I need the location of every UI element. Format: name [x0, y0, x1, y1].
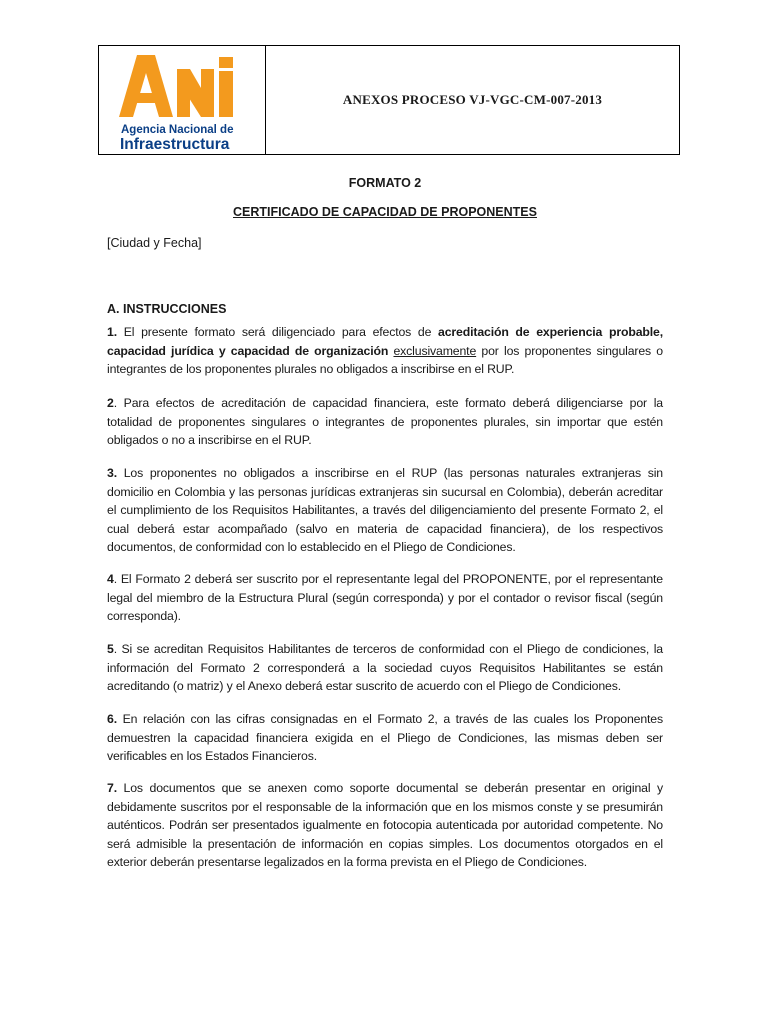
paragraph-text: por los proponentes singulares o integrantes de los proponentes plurales no obligados a inscribirse en el RUP. — [107, 343, 663, 377]
paragraph-number: 3. — [107, 466, 117, 480]
paragraph-text: En relación con las cifras consignadas en el Formato 2, a través de las cuales los Proponentes demuestren la capacidad financiera exigida en el Pliego de Condiciones, las mismas deben ser verificables en los Estados Financieros. — [107, 712, 663, 764]
paragraph-number: 2 — [107, 396, 114, 410]
instruction-paragraph-6 — [107, 710, 663, 766]
ani-logo — [99, 46, 265, 154]
paragraph-text: El presente formato será diligenciado para efectos de — [116, 325, 439, 339]
instruction-paragraph-4 — [107, 570, 663, 626]
city-date-placeholder: [Ciudad y Fecha] — [107, 236, 202, 250]
certificate-title: CERTIFICADO DE CAPACIDAD DE PROPONENTES — [233, 205, 537, 219]
paragraph-number: 6. — [107, 712, 117, 726]
instruction-paragraph-1 — [107, 323, 663, 379]
paragraph-number: 5 — [107, 642, 114, 656]
logo-text-line2: Infraestructura — [120, 136, 230, 153]
paragraph-number: 4 — [107, 572, 114, 586]
section-title: A. INSTRUCCIONES — [107, 302, 227, 316]
paragraph-bold-text: acreditación de experiencia probable, capacidad jurídica y capacidad de organización — [107, 325, 663, 358]
instruction-paragraph-3 — [107, 464, 663, 557]
header-box — [98, 45, 680, 155]
paragraph-text: . Si se acreditan Requisitos Habilitantes de terceros de conformidad con el Pliego de condiciones, la información del Formato 2 corresponderá a la sociedad cuyos Requisitos Habilitantes se están acreditando (o matriz) y el Anexo deberá estar suscrito de acuerdo con el Pliego de Condiciones. — [107, 642, 663, 694]
paragraph-text: Los proponentes no obligados a inscribirse en el RUP (las personas naturales extranjeras sin domicilio en Colombia y las personas jurídicas extranjeras sin sucursal en Colombia), deberán acreditar el cumplimiento de los Requisitos Habilitantes, a través del diligenciamiento del presente Formato 2, el cual deberá estar acompañado (salvo en materia de capacidad financiera), de los respectivos documentos, de conformidad con lo establecido en el Pliego de Condiciones. — [107, 466, 663, 555]
paragraph-number: 1. — [107, 325, 117, 339]
paragraph-number: 7. — [107, 781, 117, 795]
paragraph-text: . Para efectos de acreditación de capacidad financiera, este formato deberá diligenciarse por la totalidad de proponentes singulares o integrantes de proponentes plurales, sin importar que estén obligados o no a inscribirse en el RUP. — [107, 396, 663, 448]
paragraph-text: Los documentos que se anexen como soporte documental se deberán presentar en original y debidamente suscritos por el responsable de la información que en los mismos conste y se presumirán auténticos. Podrán ser presentados igualmente en fotocopia autenticada por autoridad competente. No será admisible la presentación de información en copias simples. Los documentos otorgados en el exterior deberán presentarse legalizados en la forma prevista en el Pliego de Condiciones. — [107, 781, 663, 870]
paragraph-underlined-text: exclusivamente — [393, 343, 477, 358]
formato-title: FORMATO 2 — [348, 176, 422, 190]
instruction-paragraph-2 — [107, 394, 663, 450]
ani-logo-graphic — [109, 49, 257, 153]
paragraph-text: . El Formato 2 deberá ser suscrito por el representante legal del PROPONENTE, por el representante legal del miembro de la Estructura Plural (según corresponda) y por el contador o revisor fiscal (según corresponda). — [107, 572, 663, 624]
instruction-paragraph-7 — [107, 779, 663, 872]
header-title: ANEXOS PROCESO VJ-VGC-CM-007-2013 — [342, 92, 603, 107]
instruction-paragraph-5 — [107, 640, 663, 696]
logo-text-line1: Agencia Nacional de — [121, 124, 234, 136]
